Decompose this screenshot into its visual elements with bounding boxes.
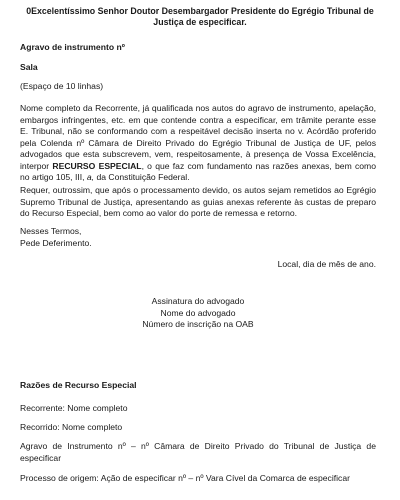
- processo-origem-line: Processo de origem: Ação de especificar nº – nº Vara Cível da Comarca de especificar: [20, 473, 350, 483]
- closing-line-1: Nesses Termos,: [20, 226, 82, 236]
- sala-label: Sala: [20, 62, 38, 72]
- signature-line: Assinatura do advogado: [151, 296, 245, 306]
- agravo-instrumento-line: Agravo de Instrumento nº – nº Câmara de Direito Privado do Tribunal de Justiça de especificar: [20, 441, 376, 463]
- para1-italic: a,: [86, 172, 95, 183]
- razoes-heading: Razões de Recurso Especial: [20, 380, 137, 390]
- petition-paragraph-1: [20, 103, 376, 184]
- closing-line-2: Pede Deferimento.: [20, 238, 92, 248]
- agravo-heading: Agravo de instrumento nº: [20, 42, 125, 52]
- recorrido-line: Recorrido: Nome completo: [20, 422, 123, 432]
- petition-paragraph-2: Requer, outrossim, que após o processamento devido, os autos sejam remetidos ao Egrégio Supremo Tribunal de Justiça, apresentando as guias anexas referente às custas de preparo do Recurso Especial, bem como ao valor do porte de remessa e retorno.: [20, 185, 376, 219]
- recorrente-line: Recorrente: Nome completo: [20, 403, 128, 413]
- lawyer-name: Nome do advogado: [160, 307, 236, 318]
- document-title: 0Excelentíssimo Senhor Doutor Desembargador Presidente do Egrégio Tribunal de Justiça de especificar.: [26, 6, 374, 28]
- para1-text-end: da Constituição Federal.: [94, 172, 190, 183]
- para1-text-middle: , o que faz com fundamento nas razões anexas, bem como no artigo 105, III,: [20, 160, 376, 183]
- oab-number: Número de inscrição na OAB: [142, 319, 254, 330]
- recurso-especial-emphasis: RECURSO ESPECIAL: [52, 160, 142, 171]
- signature-block: [20, 296, 376, 331]
- para1-text-start: Nome completo da Recorrente, já qualificada nos autos do agravo de instrumento, apelação, embargos infringentes, etc. em que contende contra a especificar, em trâmite perante esse E. Tribunal, não se conformando com a respeitável decisão inserta no v. Acórdão proferido pela Colenda nº Câmara de Direito Privado do Egrégio Tribunal de Justiça de UF, pelos advogados que esta subscrevem, vem, respeitosamente, à presença de Vossa Excelência, interpor: [20, 103, 376, 171]
- place-date: Local, dia de mês de ano.: [277, 259, 376, 269]
- space-note: (Espaço de 10 linhas): [20, 81, 104, 91]
